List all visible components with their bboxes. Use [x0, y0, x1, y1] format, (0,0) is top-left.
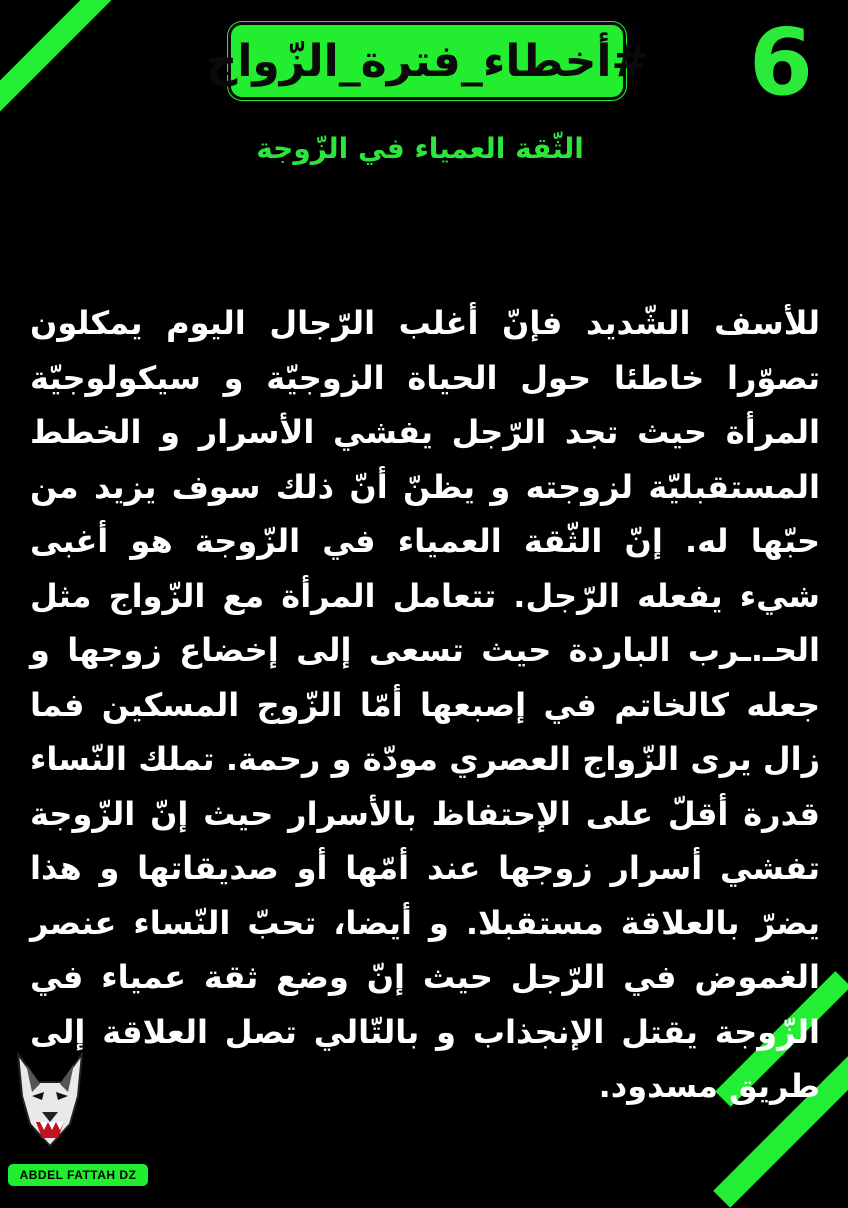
- wolf-head-icon: [12, 1052, 88, 1148]
- corner-stripe-top-left: [0, 0, 127, 133]
- body-paragraph: للأسف الشّديد فإنّ أغلب الرّجال اليوم يمكلون تصوّرا خاطئا حول الحياة الزوجيّة و سيكولوجيّة المرأة حيث تجد الرّجل يفشي الأسرار و الخطط المستقبليّة لزوجته و يظنّ أنّ ذلك سوف يزيد من حبّها له. إنّ الثّقة العمياء في الزّوجة هو أغبى شيء يفعله الرّجل. تتعامل المرأة مع الزّواج مثل الحـ.ـرب الباردة حيث تسعى إلى إخضاع زوجها و جعله كالخاتم في إصبعها أمّا الزّوج المسكين فما زال يرى الزّواج العصري مودّة و رحمة. تملك النّساء قدرة أقلّ على الإحتفاظ بالأسرار حيث إنّ الزّوجة تفشي أسرار زوجها عند أمّها أو صديقاتها و هذا يضرّ بالعلاقة مستقبلا. و أيضا، تحبّ النّساء عنصر الغموض في الرّجل حيث إنّ وضع ثقة عمياء في الزّوجة يقتل الإنجذاب و بالتّالي تصل العلاقة إلى طريق مسدود.: [30, 304, 820, 1105]
- post-number: 6: [748, 9, 813, 116]
- post-subtitle: الثّقة العمياء في الزّوجة: [256, 132, 584, 165]
- hashtag-banner: [205, 22, 649, 100]
- hashtag-text: #أخطاء_فترة_الزّواج: [205, 35, 649, 87]
- logo-caption: ABDEL FATTAH DZ: [8, 1164, 148, 1186]
